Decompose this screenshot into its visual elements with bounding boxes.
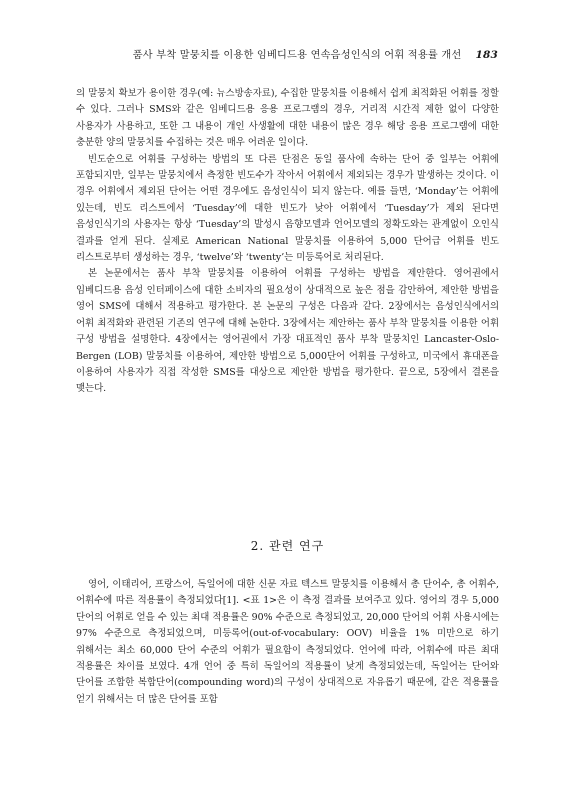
paragraph: 본 논문에서는 품사 부착 말뭉치를 이용하여 어휘를 구성하는 방법을 제안한다. 영어권에서 임베디드용 음성 인터페이스에 대한 소비자의 필요성이 상대적으로 높은 점을 감안하여, 제안한 방법을 영어 SMS에 대해서 적용하고 평가한다. 본 논문의 구성은 다음과 같다. 2장에서는 음성인식에서의 어휘 최적화와 관련된 기존의 연구에 대해 논한다. 3장에서는 제안하는 품사 부착 말뭉치를 이용한 어휘 구성 방법을 설명한다. 4장에서는 영어권에서 가장 대표적인 품사 부착 말뭉치인 Lancaster-Oslo-Bergen (LOB) 말뭉치를 이용하여, 제안한 방법으로 5,000단어 어휘를 구성하고, 미국에서 휴대폰을 이용하여 사용자가 직접 작성한 SMS를 대상으로 제안한 방법을 평가한다. 끝으로, 5장에서 결론을 맺는다. [76, 268, 499, 395]
running-header [78, 46, 498, 61]
related-work-body [76, 577, 499, 708]
paragraph: 의 말뭉치 확보가 용이한 경우(예: 뉴스방송자료), 수집한 말뭉치를 이용해서 쉽게 최적화된 어휘를 정할 수 있다. 그러나 SMS와 같은 임베디드용 응용 프로그램의 경우, 거리적 시간적 제한 없이 다양한 사용자가 사용하고, 또한 그 내용이 개인 사생활에 대한 내용이 많은 경우 해당 응용 프로그램에 대한 충분한 양의 말뭉치를 수집하는 것은 매우 어려운 일이다. [76, 88, 499, 149]
introduction-body [76, 86, 499, 398]
section-heading: 2. 관련 연구 [250, 539, 325, 553]
page-number: 183 [475, 49, 498, 61]
paragraph: 빈도순으로 어휘를 구성하는 방법의 또 다른 단점은 동일 품사에 속하는 단어 중 일부는 어휘에 포함되지만, 일부는 말뭉치에서 측정한 빈도수가 작아서 어휘에서 제외되는 경우가 발생하는 것이다. 이 경우 어휘에서 제외된 단어는 어떤 경우에도 음성인식이 되지 않는다. 예를 들면, ‘Monday’는 어휘에 있는데, 빈도 리스트에서 ‘Tuesday’에 대한 빈도가 낮아 어휘에서 ‘Tuesday’가 제외 된다면 음성인식기의 사용자는 항상 ‘Tuesday’의 발성시 음향모델과 언어모델의 정확도와는 관계없이 오인식 결과를 얻게 된다. 실제로 American National 말뭉치를 이용하여 5,000 단어급 어휘를 빈도 리스트로부터 생성하는 경우, ‘twelve’와 ‘twenty’는 미등록어로 처리된다. [76, 153, 499, 264]
running-header-title: 품사 부착 말뭉치를 이용한 임베디드용 연속음성인식의 어휘 적용률 개선 [132, 50, 462, 61]
paragraph: 영어, 이태리어, 프랑스어, 독일어에 대한 신문 자료 텍스트 말뭉치를 이용해서 총 단어수, 총 어휘수, 어휘수에 따른 적용률이 측정되었다[1]. <표 1>은 이 측정 결과를 보여주고 있다. 영어의 경우 5,000 단어의 어휘로 얻을 수 있는 최대 적용률은 90% 수준으로 측정되었고, 20,000 단어의 어휘 사용시에는 97% 수준으로 측정되었으며, 미등록어(out-of-vocabulary: OOV) 비율을 1% 미만으로 하기 위해서는 최소 60,000 단어 수준의 어휘가 필요함이 측정되었다. 언어에 따라, 어휘수에 따른 최대 적용률은 차이를 보였다. 4개 언어 중 특히 독일어의 적용률이 낮게 측정되었는데, 독일어는 단어와 단어를 조합한 복합단어(compounding word)의 구성이 상대적으로 자유롭기 때문에, 같은 적용률을 얻기 위해서는 더 많은 단어를 포함 [76, 579, 499, 705]
